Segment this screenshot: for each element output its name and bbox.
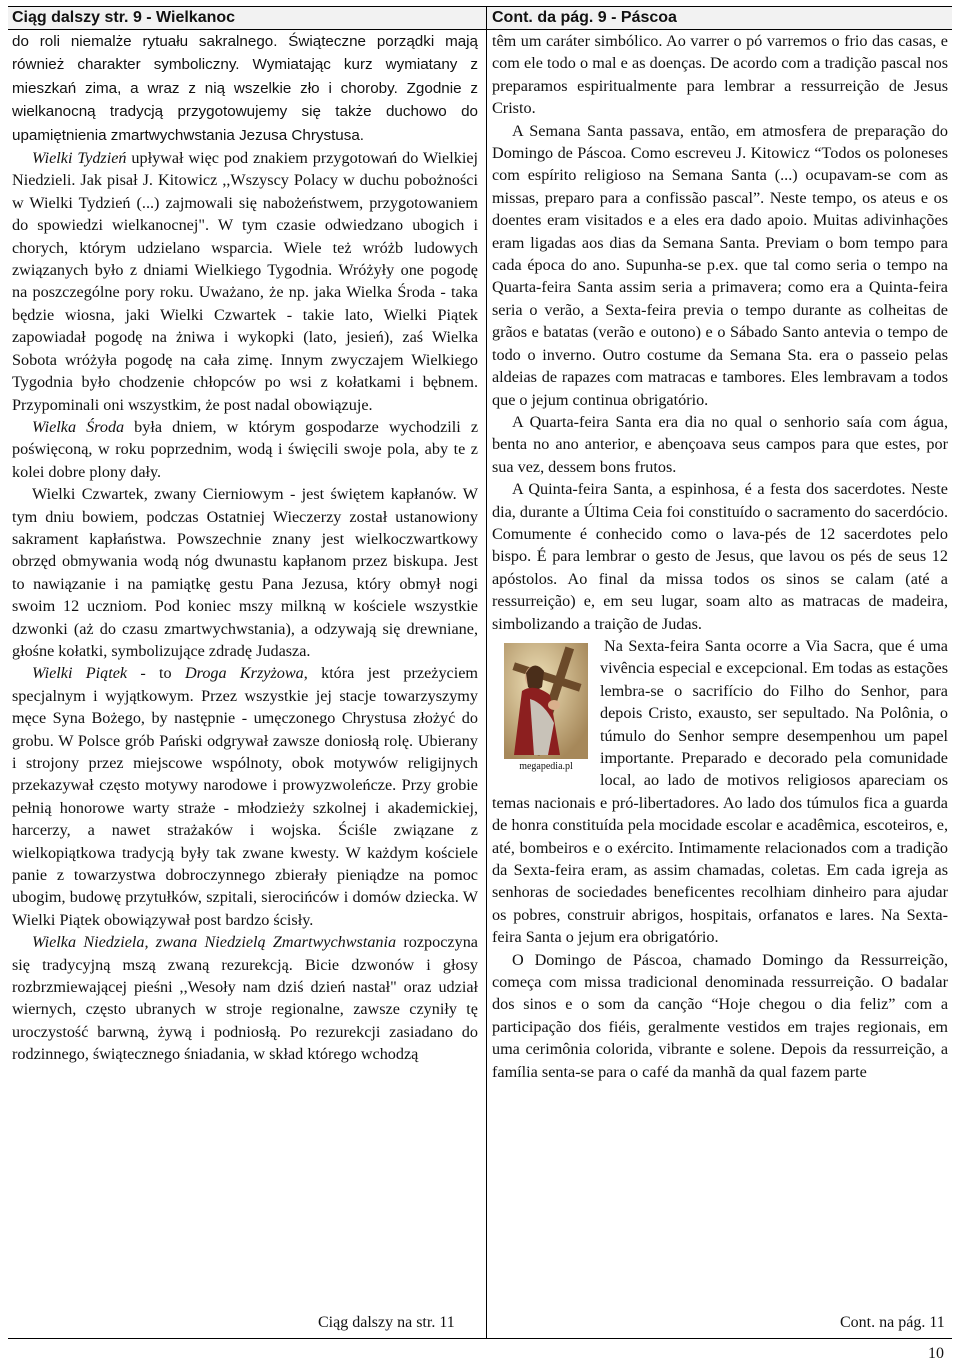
- pl-paragraph-cleaning-text: do roli niemalże rytuału sakralnego. Świąteczne porządki mają również charakter symboliczny. Wymiatając kurz wymiatany z mieszkań zima, a wraz z nią wszelkie zło i choroby. Zgodnie z wielkanocną tradycją przygotowujemy się także duchowo do upamiętnienia zmartwychwstania Jezusa Chrystusa.: [12, 33, 478, 144]
- header-title-polish: Ciąg dalszy str. 9 - Wielkanoc: [12, 9, 236, 26]
- pl-way-of-cross-term: Droga Krzyżowa: [184, 664, 304, 683]
- pt-paragraph-sunday: O Domingo de Páscoa, chamado Domingo da Ressurreição, começa com missa tradicional denominada ressurreição. O badalar dos sinos e o som da canção “Hoje chegou o dia feliz” com a participação dos fiéis, geralmente vestidos em trajes regionais, em uma cerimônia colorida, vibrante e solene. Depois da ressurreição, a família senta-se para o café da manhã da qual fazem parte: [492, 950, 948, 1081]
- pl-wednesday-text: była dniem, w którym gospodarze wychodzili z poświęconą, w roku poprzednim, wodą i święcili swoje pola, aby te z kolei dobre plony dały.: [12, 417, 479, 481]
- continue-note-portuguese: Cont. na pág. 11: [840, 1314, 945, 1331]
- pl-holy-week-term: Wielki Tydzień: [32, 149, 127, 168]
- page-header: [8, 7, 952, 30]
- pl-thursday-text: Wielki Czwartek, zwany Cierniowym - jest świętem kapłanów. W tym dniu bowiem, podczas Ostatniej Wieczerzy został ustanowiony sakrament kapłaństwa. Powszechnie znany jest wielkoczwartkowy obrzęd obmywania wodą nóg dwunastu kapłanom przez biskupa. Jest to nawiązanie i na pamiątkę gestu Pana Jezusa, który obmył nogi swoim 12 uczniom. Pod koniec mszy milkną w kościele wszystkie dzwonki (aż do czasu zmartwychwstania), a odzywają się drewniane, głośne kołatki, symbolizujące zdradę Judasza.: [12, 485, 478, 660]
- pl-paragraph-sunday: [12, 931, 478, 1065]
- pl-paragraph-thursday: [12, 483, 478, 662]
- pl-paragraph-cleaning: [12, 30, 478, 147]
- image-credit: megapedia.pl: [519, 760, 573, 772]
- pt-paragraph-cleaning: têm um caráter simbólico. Ao varrer o pó varremos o frio das casas, e com ele todo o mal e as doenças. De acordo com a tradição pascal nos preparamos espiritualmente para lembrar a ressurreição de Jesus Cristo.: [492, 32, 948, 118]
- pt-paragraph-wednesday: A Quarta-feira Santa era dia no qual o senhorio saía com água, benta no ano anterior, e abençoava seus campos para que estes, por sua vez, dessem bons frutos.: [492, 412, 948, 476]
- pt-paragraph-friday: Na Sexta-feira Santa ocorre a Via Sacra, que é uma vivência especial e excepcional. Em todas as estações lembra-se o sacrifício do Filho do Senhor, para depois Cristo, exausto, ser sepultado. Na Polônia, o túmulo do Senhor sempre desempenhou um papel importante. Preparado e decorado pela comunidade local, ao lado de motivos religiosos apareciam os temas nacionais e pró-libertadores. Ao lado dos túmulos fica a guarda de honra constituída pela mocidade escolar e acadêmica, escoteiros, e, até, bombeiros e o exército. Intimamente relacionados com a tradição da Sexta-feira eram, as assim chamadas, coletas. Em cada igreja as senhoras de sociedades beneficentes recolhiam dinheiro para ajudar os pobres, construir abrigos, hospitais, orfanatos e lares. Na Sexta-feira Santa o jejum era obrigatório.: [492, 636, 948, 947]
- pl-friday-text: , która jest przeżyciem specjalnym i wyjątkowym. Przez wszystkie jej stacje towarzyszymy męce Syna Bożego, by następnie - umęczonego Chrystusa złożyć do grobu. W Polsce grób Pański odgrywał zawsze doniosłą rolę. Ubierany i strojony przez miejscowe wspólnoty, obok motywów religijnych przekazywał często motywy narodowe i prowyzwoleńcze. Przy grobie pełnią honorowe warty straże - młodzieży szkolnej i akademickiej, harcerzy, a nawet strażaków i wojska. Ściśle związane z wielkopiątkowa tradycją były tak zwane kwesty. W każdym kościele panie z towarzystwa dobroczynnego zbierały pieniądze na pomoc ubogim, budowę przytułków, szpitali, sierocińców i domów dziecka. W Wielki Piątek obowiązywał post bardzo ścisły.: [12, 664, 478, 929]
- page-number: 10: [928, 1345, 944, 1362]
- pl-sunday-term: Wielka Niedziela, zwana Niedzielą Zmartwychwstania: [32, 933, 397, 952]
- pl-sunday-text: rozpoczyna się tradycyjną mszą zwaną rezurekcją. Bicie dzwonów i głosy rozbrzmiewającej pieśni ,,Wesoły nam dziś dzień nastał" oraz udział wiernych, często ubranych w stroje regionalne, zawsze czyniły tę uroczystość barwną, żywą i podniosłą. Po rezurekcji zasiadano do rodzinnego, świątecznego śniadania, w skład którego wchodzą: [12, 933, 478, 1064]
- header-title-portuguese: Cont. da pág. 9 - Páscoa: [492, 9, 677, 26]
- pl-friday-joiner: - to: [127, 664, 185, 683]
- pl-holy-week-text: upływał więc pod znakiem przygotowań do Wielkiej Niedzieli. Jak pisał J. Kitowicz ,,Wszyscy Polacy w duchu pobożności w Wielki Tydzień (...) zajmowali się nabożeństwem, przygotowaniem do spowiedzi wielkanocnej". W tym czasie odwiedzano ubogich i chorych, którym udzielano wsparcia. Wiele też wróżb ludowych związanych było z dniami Wielkiego Tygodnia. Wróżyły one pogodę na poszczególne pory roku. Uważano, że np. jaka Wielka Środa - taka będzie wiosna, jaki Wielki Czwartek - takie lato, Wielki Piątek zapowiadał pogodę na żniwa i wykopki (lato, jesień), zaś Wielka Sobota wróżyła pogodę na cała zimę. Innym zwyczajem Wielkiego Tygodnia było chodzenie chłopców po wsi z kołatkami i bębnem. Przypominali oni wszystkim, że post nadal obowiązuje.: [12, 149, 479, 414]
- pl-paragraph-friday: [12, 662, 478, 931]
- pt-paragraph-holy-week: A Semana Santa passava, então, em atmosfera de preparação do Domingo de Páscoa. Como escreveu J. Kitowicz “Todos os poloneses com espírito religioso na Semana Santa (...) ocupavam-se com as missas, preparo para a confissão pascal”. Neste tempo, os ateus e os doentes eram visitados e a eles era dado apoio. Muitas adivinhações eram ligadas aos dias da Semana Santa. Previam o bom tempo para cada época do ano. Supunha-se p.ex. que tal como seria o tempo na Quarta-feira Santa assim seria a primavera; como era a Quinta-feira seria o verão, a Sexta-feira previa o tempo durante as colheitas de grãos e batatas (verão e outono) e o Sábado Santo antevia o tempo de todo o inverno. Outro costume da Semana Sta. era o passeio pelas aldeias de rapazes com matracas e tambores. Eles lembravam a todos que o jejum continua obrigatório.: [492, 121, 948, 409]
- continue-note-polish: Ciąg dalszy na str. 11: [318, 1314, 455, 1331]
- pl-wednesday-term: Wielka Środa: [32, 417, 125, 436]
- pl-paragraph-wednesday: [12, 416, 478, 483]
- column-divider: [486, 7, 487, 1338]
- pl-friday-term: Wielki Piątek: [32, 664, 128, 683]
- polish-column: [12, 30, 478, 1315]
- portuguese-column: [492, 30, 948, 1315]
- christ-carrying-cross-image: [504, 643, 588, 771]
- pt-paragraph-thursday: A Quinta-feira Santa, a espinhosa, é a festa dos sacerdotes. Neste dia, durante a Última Ceia foi constituído o sacramento do sacerdócio. Comumente é conhecido como o lava-pés de 12 sacerdotes pelo bispo. É para lembrar o gesto de Jesus, que lavou os pés de seus 12 apóstolos. Ao final da missa todos os sinos se calam (até a ressurreição) e, em seu lugar, soam alto as matracas de madeira, simbolizando a traição de Judas.: [492, 480, 948, 633]
- pl-paragraph-holy-week: [12, 147, 478, 416]
- page-frame: [8, 6, 952, 1339]
- christ-carrying-cross-icon: [504, 643, 588, 759]
